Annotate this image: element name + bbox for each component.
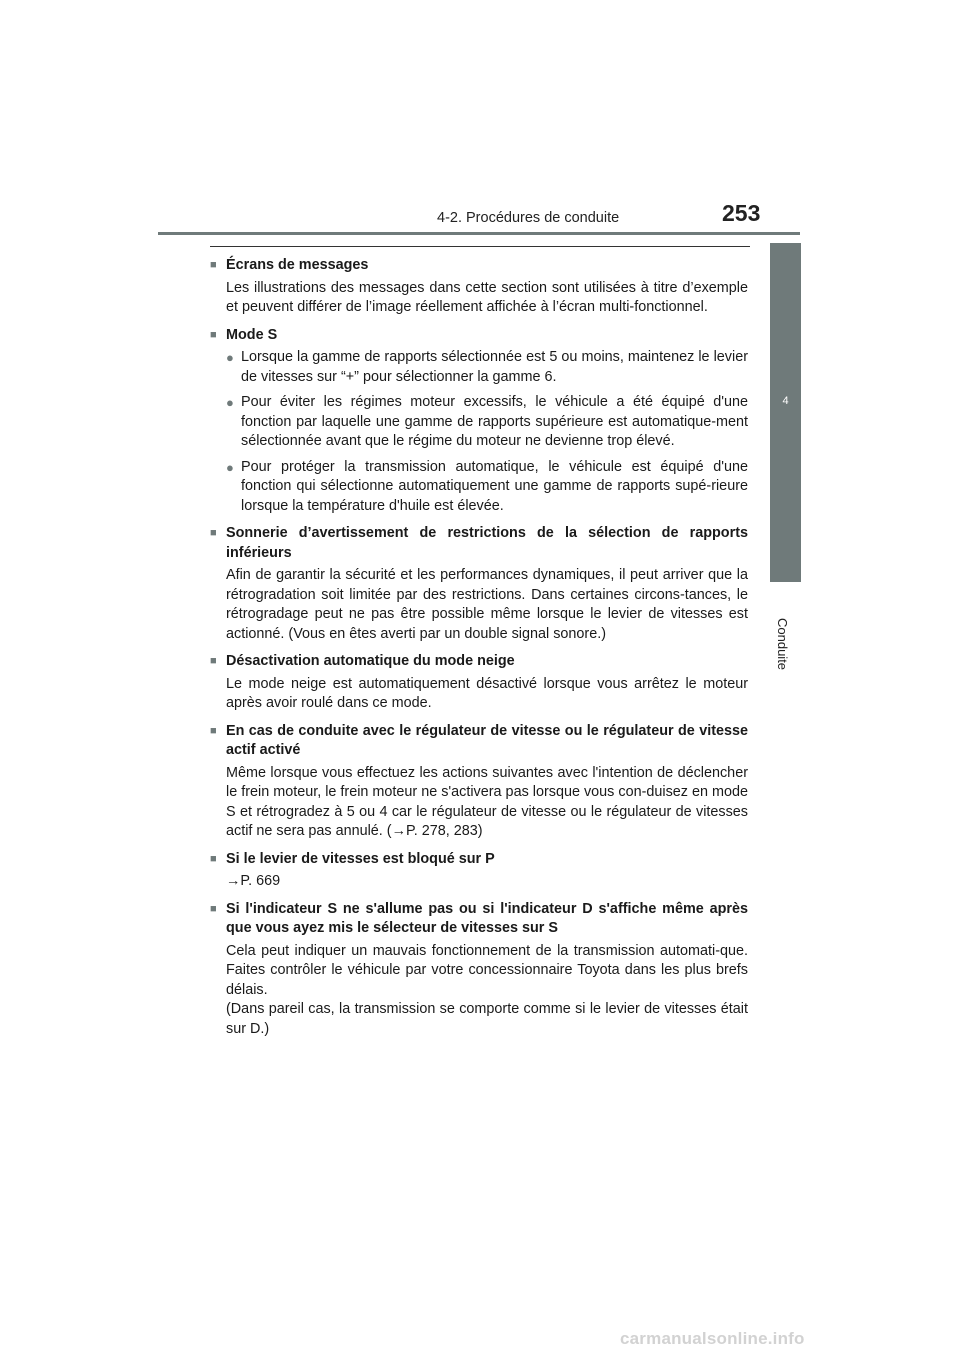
circle-bullet-icon: ● [226,395,234,410]
square-bullet-icon: ■ [210,655,217,667]
page-number: 253 [722,200,761,226]
square-bullet-icon: ■ [210,328,217,341]
section-downshift-warning-buzzer [210,524,748,644]
square-bullet-icon: ■ [210,259,217,271]
list-item-text: Pour éviter les régimes moteur excessifs, le véhicule a été équipé d'une fonction par laquelle une gamme de rapports supérieure est automatique-ment sélectionnée avant que le régime du moteur ne devienne trop élevé. [241,394,748,449]
section-paragraph: Afin de garantir la sécurité et les performances dynamiques, il peut arriver que la rétrogradation soit limitée par des restrictions. Dans certaines circons-tances, le rétrogradage peut ne pas être possible même lorsque le levier de vitesses est actionné. (Vous en êtes averti par un double signal sonore.) [226,567,748,642]
page-content [210,256,748,1047]
section-title: Si l'indicateur S ne s'allume pas ou si l'indicateur D s'affiche même après que vous ayez mis le sélecteur de vitesses sur S [226,900,748,936]
section-message-screens [210,256,748,318]
section-cruise-control [210,722,748,842]
square-bullet-icon: ■ [210,724,217,737]
section-paragraph: Les illustrations des messages dans cette section sont utilisées à titre d’exemple et peuvent différer de l’image réellement affichée à l’écran multi-fonctionnel. [226,279,748,315]
section-title: Mode S [226,326,278,343]
section-shift-lever-locked [210,850,748,892]
header-section-title: 4-2. Procédures de conduite [437,210,620,226]
list-item [210,348,748,387]
chapter-tab-number: 4 [782,395,789,407]
section-mode-s [210,326,748,517]
section-paragraph: (Dans pareil cas, la transmission se comporte comme si le levier de vitesses était sur D.) [226,1001,748,1037]
section-paragraph: Le mode neige est automatiquement désactivé lorsque vous arrêtez le moteur après avoir roulé dans ce mode. [226,675,748,711]
page-reference: →P. 669 [226,873,281,889]
section-paragraph: Cela peut indiquer un mauvais fonctionnement de la transmission automati-que. Faites contrôler le véhicule par votre concessionnaire Toyota dans les plus brefs délais. [226,942,748,998]
section-title: Désactivation automatique du mode neige [226,653,515,669]
chapter-tab [770,243,801,582]
chapter-tab-label: Conduite [775,618,790,671]
section-title: Écrans de messages [226,257,369,273]
watermark: carmanualsonline.info [620,1329,805,1348]
circle-bullet-icon: ● [226,459,234,475]
header-rule [158,232,800,235]
section-s-indicator [210,900,748,1040]
square-bullet-icon: ■ [210,902,217,915]
square-bullet-icon: ■ [210,852,217,865]
circle-bullet-icon: ● [226,350,234,365]
section-snow-mode-auto-off [210,652,748,714]
list-item-text: Pour protéger la transmission automatique, le véhicule est équipé d'une fonction qui sélectionne automatiquement une gamme de rapports supé-rieure lorsque la température d'huile est élevée. [241,458,748,514]
section-paragraph: Même lorsque vous effectuez les actions suivantes avec l'intention de déclencher le frein moteur, le frein moteur ne s'activera pas lorsque vous con-duisez en mode S et rétrogradez à 5 ou 4 car le régulateur de vitesse ou le régulateur de vitesses actif ne sera pas annulé. (→P. 278, 283) [226,764,748,839]
content-rule [210,246,750,247]
section-title: Sonnerie d’avertissement de restrictions de la sélection de rapports inférieurs [226,525,748,561]
list-item [210,393,748,452]
list-item [210,458,748,517]
section-title: En cas de conduite avec le régulateur de vitesse ou le régulateur de vitesse actif activé [226,722,748,758]
square-bullet-icon: ■ [210,527,217,539]
list-item-text: Lorsque la gamme de rapports sélectionnée est 5 ou moins, maintenez le levier de vitesses sur “+” pour sélectionner la gamme 6. [241,349,748,385]
section-title: Si le levier de vitesses est bloqué sur P [226,850,495,867]
